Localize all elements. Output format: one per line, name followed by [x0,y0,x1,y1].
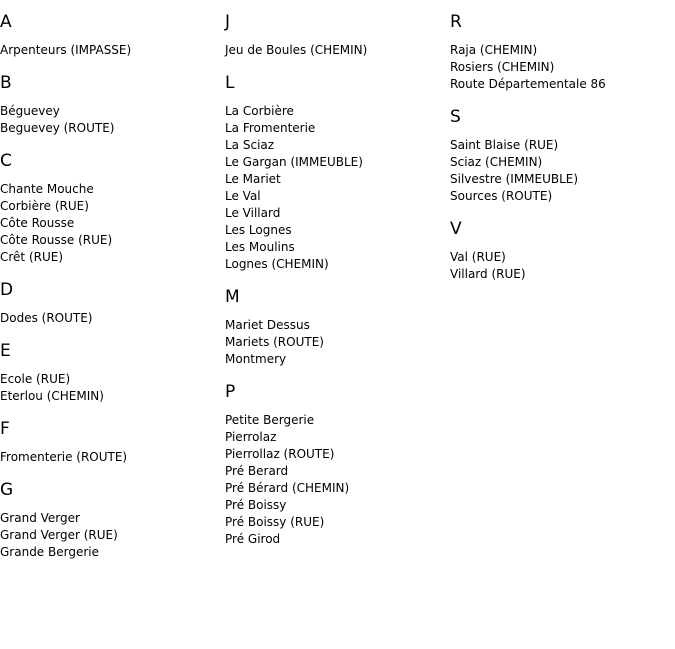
street-list [450,42,670,93]
letter-group-c [0,151,220,266]
street-link-villard-rue[interactable]: Villard (RUE) [450,267,526,281]
letter-group-a [0,12,220,59]
street-link-route-departementale-86[interactable]: Route Départementale 86 [450,77,606,91]
street-item [0,215,220,232]
street-link-eterlou-chemin[interactable]: Eterlou (CHEMIN) [0,389,104,403]
street-item [225,222,445,239]
street-item [450,137,670,154]
street-link-les-moulins[interactable]: Les Moulins [225,240,295,254]
street-link-saint-blaise-rue[interactable]: Saint Blaise (RUE) [450,138,559,152]
street-link-les-lognes[interactable]: Les Lognes [225,223,292,237]
street-item [225,334,445,351]
street-list [0,510,220,561]
letter-heading-j: J [225,12,231,32]
street-item [225,42,445,59]
street-list [0,103,220,137]
street-item [225,531,445,548]
street-link-pre-boissy-rue[interactable]: Pré Boissy (RUE) [225,515,325,529]
street-item [225,317,445,334]
street-link-sciaz-chemin[interactable]: Sciaz (CHEMIN) [450,155,543,169]
street-item [0,388,220,405]
street-item [450,249,670,266]
letter-heading-e: E [0,341,11,361]
street-link-grand-verger[interactable]: Grand Verger [0,511,80,525]
street-list [0,371,220,405]
street-item [0,544,220,561]
street-list [0,42,220,59]
street-item [225,480,445,497]
letter-heading-d: D [0,280,14,300]
street-list [0,181,220,266]
street-item [450,188,670,205]
street-item [0,120,220,137]
street-list [225,42,445,59]
letter-heading-g: G [0,480,14,500]
street-item [225,446,445,463]
letter-group-b [0,73,220,137]
letter-heading-s: S [450,107,461,127]
street-list [225,412,445,548]
street-link-le-gargan-immeuble[interactable]: Le Gargan (IMMEUBLE) [225,155,363,169]
index-column-2 [225,12,445,562]
letter-group-s [450,107,670,205]
street-link-ecole-rue[interactable]: Ecole (RUE) [0,372,71,386]
street-link-sources-route[interactable]: Sources (ROUTE) [450,189,553,203]
street-link-val-rue[interactable]: Val (RUE) [450,250,506,264]
letter-group-d [0,280,220,327]
street-link-cote-rousse[interactable]: Côte Rousse [0,216,75,230]
street-item [225,514,445,531]
street-item [225,188,445,205]
street-link-lognes-chemin[interactable]: Lognes (CHEMIN) [225,257,329,271]
street-item [450,171,670,188]
street-link-cret-rue[interactable]: Crêt (RUE) [0,250,64,264]
street-item [0,371,220,388]
street-item [225,103,445,120]
street-item [225,171,445,188]
letter-heading-p: P [225,382,236,402]
street-link-beguevey[interactable]: Béguevey [0,104,60,118]
street-link-pre-berard-chemin[interactable]: Pré Bérard (CHEMIN) [225,481,350,495]
letter-group-m [225,287,445,368]
letter-heading-b: B [0,73,12,93]
street-item [0,510,220,527]
street-link-pre-berard[interactable]: Pré Berard [225,464,289,478]
street-item [225,256,445,273]
street-link-fromenterie-route[interactable]: Fromenterie (ROUTE) [0,450,128,464]
street-link-grande-bergerie[interactable]: Grande Bergerie [0,545,99,559]
letter-heading-l: L [225,73,235,93]
street-link-le-villard[interactable]: Le Villard [225,206,281,220]
street-item [0,42,220,59]
street-link-la-corbiere[interactable]: La Corbière [225,104,294,118]
street-link-la-sciaz[interactable]: La Sciaz [225,138,275,152]
street-item [225,463,445,480]
index-column-3 [450,12,670,297]
street-link-jeu-de-boules-chemin[interactable]: Jeu de Boules (CHEMIN) [225,43,368,57]
street-link-arpenteurs-impasse[interactable]: Arpenteurs (IMPASSE) [0,43,132,57]
street-list [0,310,220,327]
street-link-raja-chemin[interactable]: Raja (CHEMIN) [450,43,538,57]
street-item [450,76,670,93]
letter-group-v [450,219,670,283]
street-list [225,103,445,273]
street-item [0,181,220,198]
street-link-chante-mouche[interactable]: Chante Mouche [0,182,94,196]
street-link-le-mariet[interactable]: Le Mariet [225,172,281,186]
street-link-grand-verger-rue[interactable]: Grand Verger (RUE) [0,528,118,542]
letter-heading-c: C [0,151,12,171]
letter-heading-f: F [0,419,10,439]
street-link-beguevey-route[interactable]: Beguevey (ROUTE) [0,121,115,135]
street-link-mariet-dessus[interactable]: Mariet Dessus [225,318,310,332]
street-link-la-fromenterie[interactable]: La Fromenterie [225,121,316,135]
street-link-montmery[interactable]: Montmery [225,352,287,366]
street-item [225,351,445,368]
street-item [225,154,445,171]
street-item [225,120,445,137]
street-list [225,317,445,368]
street-item [225,239,445,256]
street-item [225,205,445,222]
letter-heading-a: A [0,12,12,32]
street-item [450,59,670,76]
street-link-rosiers-chemin[interactable]: Rosiers (CHEMIN) [450,60,555,74]
street-list [0,449,220,466]
street-item [450,266,670,283]
street-item [0,103,220,120]
street-item [0,449,220,466]
letter-group-e [0,341,220,405]
letter-group-j [225,12,445,59]
street-item [450,42,670,59]
street-link-mariets-route[interactable]: Mariets (ROUTE) [225,335,324,349]
street-item [0,527,220,544]
street-item [225,137,445,154]
street-link-dodes-route[interactable]: Dodes (ROUTE) [0,311,93,325]
street-item [225,497,445,514]
street-list [450,249,670,283]
index-column-1 [0,12,220,575]
street-link-petite-bergerie[interactable]: Petite Bergerie [225,413,315,427]
street-item [0,310,220,327]
street-item [225,429,445,446]
street-link-corbiere-rue[interactable]: Corbière (RUE) [0,199,89,213]
street-item [450,154,670,171]
street-link-pre-girod[interactable]: Pré Girod [225,532,281,546]
street-item [225,412,445,429]
letter-group-g [0,480,220,561]
street-item [0,198,220,215]
street-link-cote-rousse-rue[interactable]: Côte Rousse (RUE) [0,233,113,247]
letter-group-f [0,419,220,466]
street-link-le-val[interactable]: Le Val [225,189,261,203]
street-item [0,249,220,266]
letter-group-p [225,382,445,548]
street-link-pierrollaz-route[interactable]: Pierrollaz (ROUTE) [225,447,335,461]
street-link-pierrolaz[interactable]: Pierrolaz [225,430,277,444]
street-link-silvestre-immeuble[interactable]: Silvestre (IMMEUBLE) [450,172,579,186]
letter-group-r [450,12,670,93]
letter-group-l [225,73,445,273]
street-item [0,232,220,249]
street-link-pre-boissy[interactable]: Pré Boissy [225,498,287,512]
letter-heading-m: M [225,287,240,307]
street-list [450,137,670,205]
letter-heading-v: V [450,219,462,239]
letter-heading-r: R [450,12,462,32]
